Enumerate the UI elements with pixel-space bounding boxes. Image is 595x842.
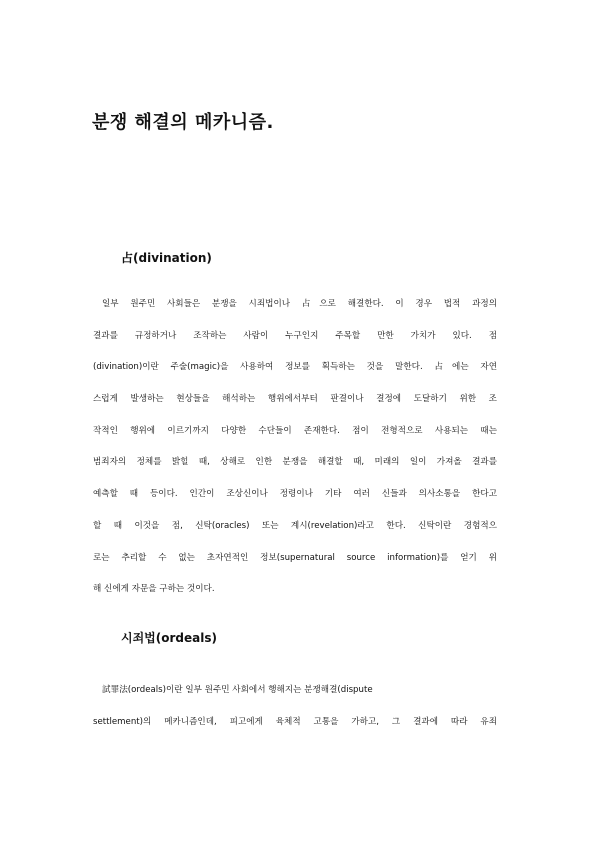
paragraph-line: 해 신에게 자문을 구하는 것이다. xyxy=(93,584,215,595)
paragraph-line: 범죄자의 정체를 밝힐 때, 상해로 인한 분쟁을 해결할 때, 미래의 일이 가져올 결과를 xyxy=(93,457,497,468)
paragraph-line: 로는 추리할 수 없는 초자연적인 정보(supernatural source information)를 얻기 위 xyxy=(93,552,497,563)
document-title: 분쟁 해결의 메카니즘. xyxy=(92,112,274,133)
section-heading-divination: 占(divination) xyxy=(121,251,212,265)
paragraph-line: settlement)의 메카니즘인데, 피고에게 육체적 고통을 가하고, 그 결과에 따라 유죄 xyxy=(93,716,497,727)
paragraph-line: 스럽게 발생하는 현상들을 해석하는 행위에서부터 판결이나 결정에 도달하기 위한 조 xyxy=(93,394,497,405)
paragraph-ordeals xyxy=(93,683,497,746)
paragraph-line: 결과를 규정하거나 조작하는 사람이 누구인지 주목할 만한 가치가 있다. 점 xyxy=(93,330,497,341)
paragraph-line: 할 때 이것을 점, 신탁(oracles) 또는 계시(revelation)라고 한다. 신탁이란 경험적으 xyxy=(93,520,497,531)
paragraph-line: 試罪法(ordeals)이란 일부 원주민 사회에서 행해지는 분쟁해결(dispute xyxy=(102,685,373,695)
paragraph-line: (divination)이란 주술(magic)을 사용하여 정보를 획득하는 것을 말한다. 占에는 자연 xyxy=(93,362,497,373)
paragraph-line: 작적인 행위에 이르기까지 다양한 수단들이 존재한다. 점이 전형적으로 사용되는 때는 xyxy=(93,425,497,436)
paragraph-line: 일부 원주민 사회들은 분쟁을 시죄법이나 占으로 해결한다. 이 경우 법적 과정의 xyxy=(102,299,497,309)
paragraph-divination xyxy=(93,297,497,614)
section-heading-ordeals: 시죄법(ordeals) xyxy=(121,631,217,645)
paragraph-line: 예측할 때 등이다. 인간이 조상신이나 정령이나 기타 여러 신들과 의사소통을 한다고 xyxy=(93,489,497,500)
